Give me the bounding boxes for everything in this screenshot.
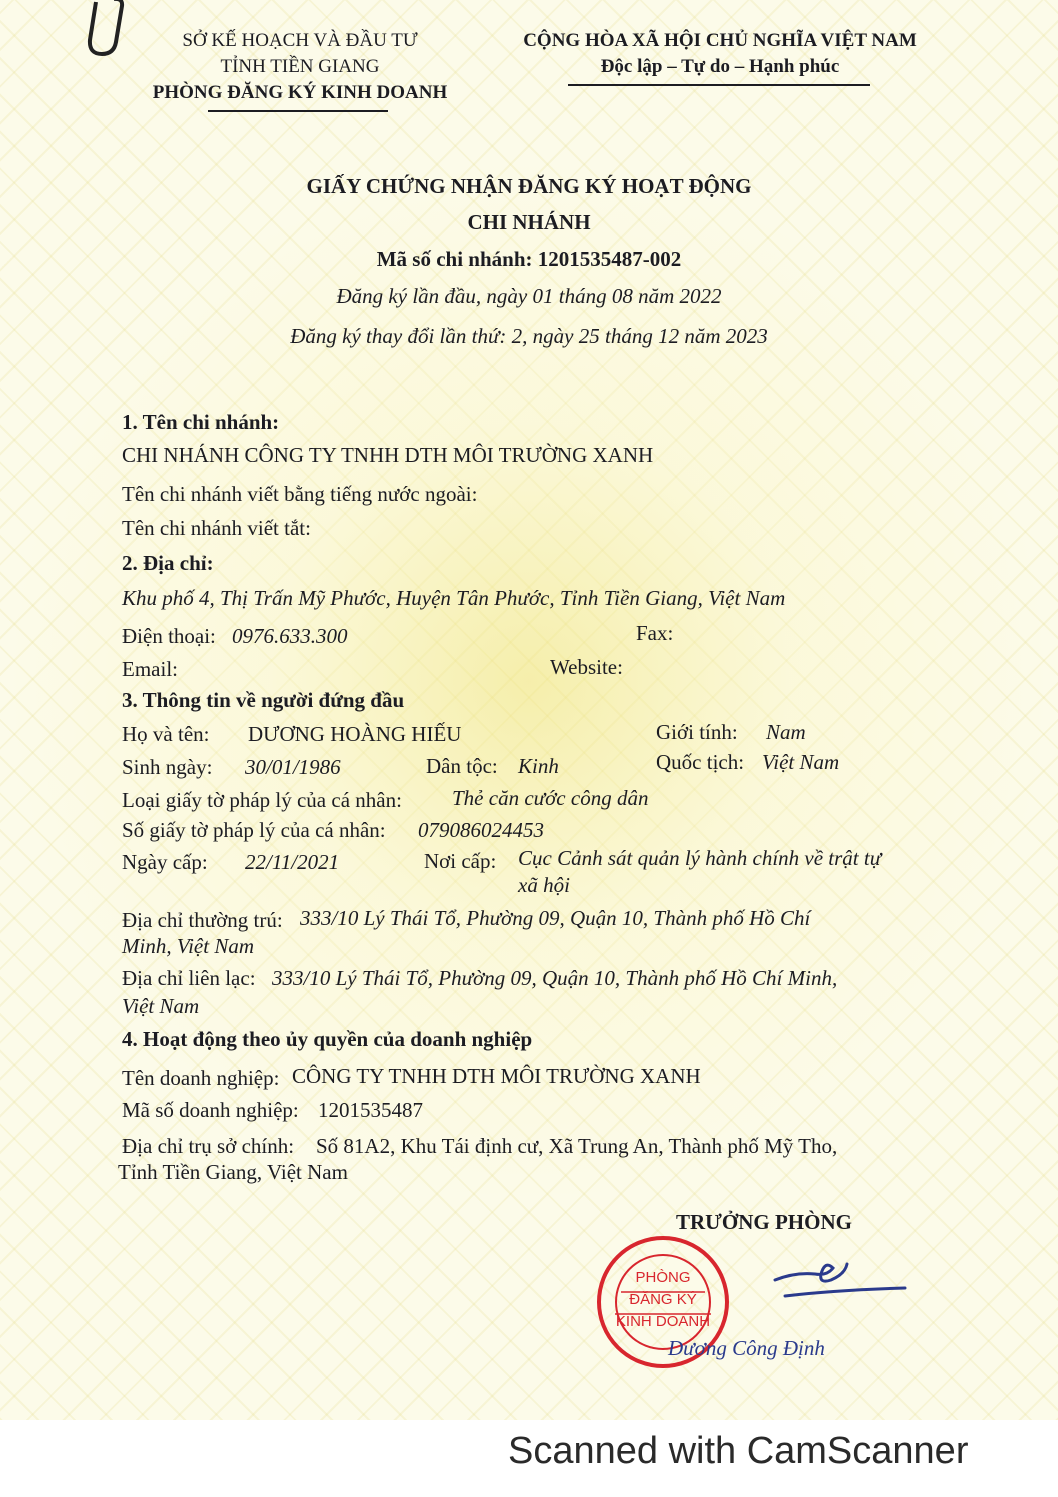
- short-name-label: Tên chi nhánh viết tắt:: [122, 516, 311, 540]
- holder-name-label: Họ và tên:: [122, 722, 210, 746]
- issue-place-label: Nơi cấp:: [424, 849, 497, 873]
- header-ministry: SỞ KẾ HOẠCH VÀ ĐẦU TƯ: [182, 30, 418, 51]
- company-code-value: 1201535487: [318, 1098, 423, 1122]
- doc-type-value: Thẻ căn cước công dân: [452, 786, 649, 810]
- branch-code: Mã số chi nhánh: 1201535487-002: [376, 247, 682, 271]
- permanent-address-line2: Minh, Việt Nam: [122, 934, 255, 958]
- issue-place-value-line1: Cục Cảnh sát quản lý hành chính về trật tự: [518, 846, 882, 870]
- branch-name: CHI NHÁNH CÔNG TY TNHH DTH MÔI TRƯỜNG XANH: [122, 443, 654, 467]
- contact-address-line2: Việt Nam: [122, 994, 200, 1018]
- document-subtitle: CHI NHÁNH: [467, 210, 591, 234]
- company-name-label: Tên doanh nghiệp:: [122, 1066, 280, 1090]
- nationality-value: Việt Nam: [762, 750, 840, 774]
- phone-label: Điện thoại:: [122, 624, 216, 648]
- stamp-line3: KINH DOANH: [615, 1313, 711, 1330]
- holder-name-value: DƯƠNG HOÀNG HIẾU: [248, 722, 462, 746]
- section4-heading: 4. Hoạt động theo ủy quyền của doanh nghiệp: [122, 1027, 533, 1051]
- issue-date-label: Ngày cấp:: [122, 850, 208, 874]
- section1-heading: 1. Tên chi nhánh:: [122, 410, 280, 434]
- issue-date-value: 22/11/2021: [245, 850, 340, 874]
- stamp-line2: ĐĂNG KÝ: [629, 1291, 697, 1308]
- section3-heading: 3. Thông tin về người đứng đầu: [122, 688, 405, 712]
- signature-title: TRƯỞNG PHÒNG: [676, 1210, 852, 1234]
- stamp-line1: PHÒNG: [635, 1269, 691, 1286]
- header-motto: Độc lập – Tự do – Hạnh phúc: [600, 56, 840, 77]
- permanent-address-label: Địa chỉ thường trú:: [122, 908, 283, 932]
- ethnic-value: Kinh: [518, 754, 559, 778]
- issue-place-value-line2: xã hội: [518, 873, 570, 897]
- contact-address-line1: 333/10 Lý Thái Tổ, Phường 09, Quận 10, Thành phố Hồ Chí Minh,: [272, 966, 838, 990]
- gender-label: Giới tính:: [656, 720, 738, 744]
- company-name-value: CÔNG TY TNHH DTH MÔI TRƯỜNG XANH: [292, 1064, 701, 1088]
- paper-clip-icon: [86, 0, 136, 58]
- ethnic-label: Dân tộc:: [426, 754, 498, 778]
- hq-address-label: Địa chỉ trụ sở chính:: [122, 1134, 295, 1158]
- hq-address-line1: Số 81A2, Khu Tái định cư, Xã Trung An, Thành phố Mỹ Tho,: [316, 1134, 838, 1158]
- change-registration: Đăng ký thay đổi lần thứ: 2, ngày 25 tháng 12 năm 2023: [290, 324, 768, 348]
- gender-value: Nam: [766, 720, 806, 744]
- hq-address-line2: Tỉnh Tiền Giang, Việt Nam: [118, 1160, 348, 1184]
- website-label: Website:: [550, 655, 623, 679]
- header-province: TỈNH TIỀN GIANG: [220, 56, 380, 77]
- branch-address: Khu phố 4, Thị Trấn Mỹ Phước, Huyện Tân Phước, Tỉnh Tiền Giang, Việt Nam: [122, 586, 786, 610]
- dob-label: Sinh ngày:: [122, 755, 213, 779]
- camscanner-watermark: Scanned with CamScanner: [508, 1430, 969, 1472]
- nationality-label: Quốc tịch:: [656, 750, 745, 774]
- fax-label: Fax:: [636, 621, 674, 645]
- company-code-label: Mã số doanh nghiệp:: [122, 1098, 299, 1122]
- doc-number-label: Số giấy tờ pháp lý của cá nhân:: [122, 818, 386, 842]
- doc-type-label: Loại giấy tờ pháp lý của cá nhân:: [122, 788, 402, 812]
- contact-address-label: Địa chỉ liên lạc:: [122, 966, 256, 990]
- email-label: Email:: [122, 657, 178, 681]
- first-registration: Đăng ký lần đầu, ngày 01 tháng 08 năm 2022: [336, 284, 722, 308]
- signature-scribble-icon: [755, 1240, 915, 1310]
- foreign-name-label: Tên chi nhánh viết bằng tiếng nước ngoài:: [122, 482, 478, 506]
- header-left-underline: [208, 110, 388, 112]
- header-right-underline: [568, 84, 870, 86]
- doc-number-value: 079086024453: [418, 818, 544, 842]
- header-office: PHÒNG ĐĂNG KÝ KINH DOANH: [152, 82, 448, 103]
- document-title: GIẤY CHỨNG NHẬN ĐĂNG KÝ HOẠT ĐỘNG: [306, 174, 752, 198]
- phone-value: 0976.633.300: [232, 624, 348, 648]
- section2-heading: 2. Địa chỉ:: [122, 551, 214, 575]
- dob-value: 30/01/1986: [245, 755, 341, 779]
- header-nation: CỘNG HÒA XÃ HỘI CHỦ NGHĨA VIỆT NAM: [523, 30, 917, 51]
- signer-name: Dương Công Định: [668, 1336, 825, 1360]
- permanent-address-line1: 333/10 Lý Thái Tổ, Phường 09, Quận 10, Thành phố Hồ Chí: [300, 906, 811, 930]
